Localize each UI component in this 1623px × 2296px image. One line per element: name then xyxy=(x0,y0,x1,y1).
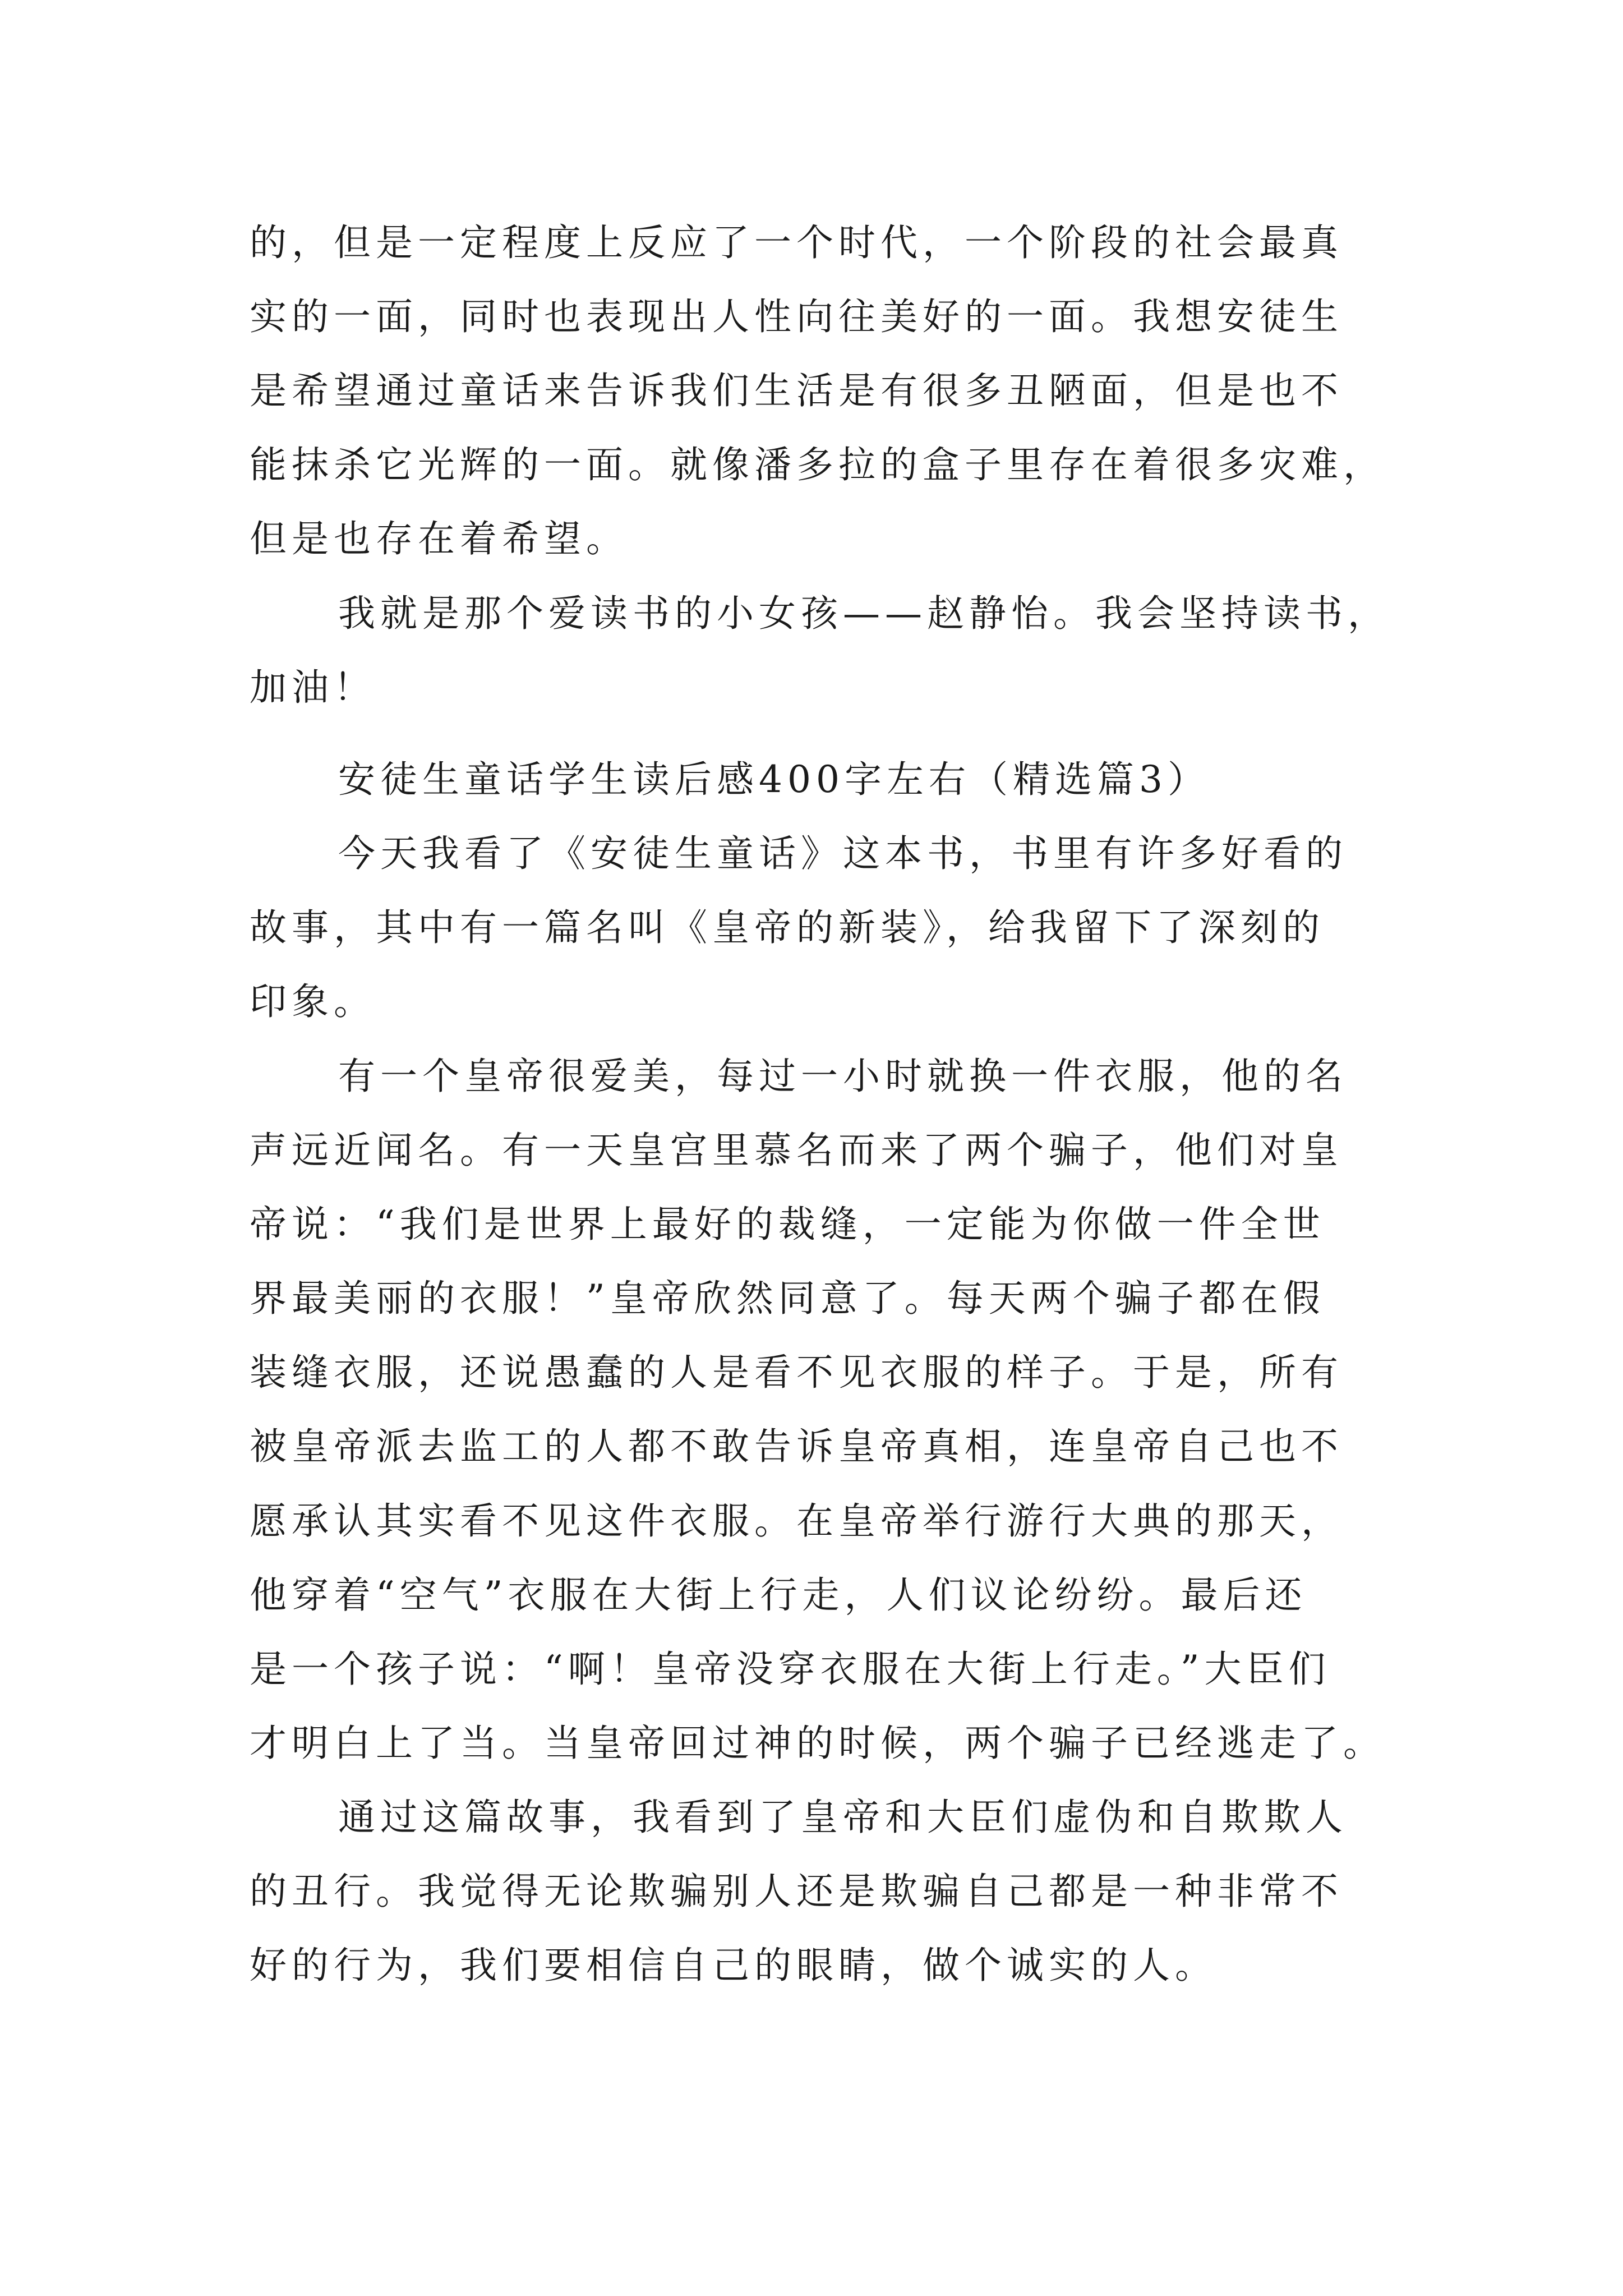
text-line: 他穿着“空气”衣服在大街上行走，人们议论纷纷。最后还 xyxy=(250,1573,1307,1617)
text-line: 声远近闻名。有一天皇宫里慕名而来了两个骗子，他们对皇 xyxy=(250,1129,1343,1172)
text-line: 是希望通过童话来告诉我们生活是有很多丑陋面，但是也不 xyxy=(250,369,1343,412)
text-line: 愿承认其实看不见这件衣服。在皇帝举行游行大典的那天， xyxy=(250,1499,1343,1543)
text-line: 装缝衣服，还说愚蠢的人是看不见衣服的样子。于是，所有 xyxy=(250,1351,1343,1394)
text-line: 被皇帝派去监工的人都不敢告诉皇帝真相，连皇帝自己也不 xyxy=(250,1425,1343,1468)
text-line: 印象。 xyxy=(250,980,376,1023)
text-line: 的丑行。我觉得无论欺骗别人还是欺骗自己都是一种非常不 xyxy=(250,1870,1343,1913)
text-line: 加油！ xyxy=(250,666,376,709)
text-line: 实的一面，同时也表现出人性向往美好的一面。我想安徒生 xyxy=(250,295,1343,338)
text-line: 是一个孩子说：“啊！皇帝没穿衣服在大街上行走。”大臣们 xyxy=(250,1648,1331,1691)
paragraph-first-line: 有一个皇帝很爱美，每过一小时就换一件衣服，他的名 xyxy=(338,1055,1348,1098)
paragraph-first-line: 我就是那个爱读书的小女孩——赵静怡。我会坚持读书， xyxy=(338,592,1390,635)
text-line: 的，但是一定程度上反应了一个时代，一个阶段的社会最真 xyxy=(250,221,1343,264)
text-line: 才明白上了当。当皇帝回过神的时候，两个骗子已经逃走了。 xyxy=(250,1722,1385,1765)
paragraph-first-line: 今天我看了《安徒生童话》这本书，书里有许多好看的 xyxy=(338,832,1348,875)
text-line: 故事，其中有一篇名叫《皇帝的新装》，给我留下了深刻的 xyxy=(250,906,1325,949)
section-heading: 安徒生童话学生读后感400字左右（精选篇3） xyxy=(338,758,1210,801)
text-line: 能抹杀它光辉的一面。就像潘多拉的盒子里存在着很多灾难， xyxy=(250,443,1385,486)
text-line: 帝说：“我们是世界上最好的裁缝，一定能为你做一件全世 xyxy=(250,1203,1325,1246)
text-line: 好的行为，我们要相信自己的眼睛，做个诚实的人。 xyxy=(250,1944,1217,1987)
text-line: 但是也存在着希望。 xyxy=(250,517,628,560)
paragraph-first-line: 通过这篇故事，我看到了皇帝和大臣们虚伪和自欺欺人 xyxy=(338,1796,1348,1839)
text-line: 界最美丽的衣服！”皇帝欣然同意了。每天两个骗子都在假 xyxy=(250,1277,1325,1320)
